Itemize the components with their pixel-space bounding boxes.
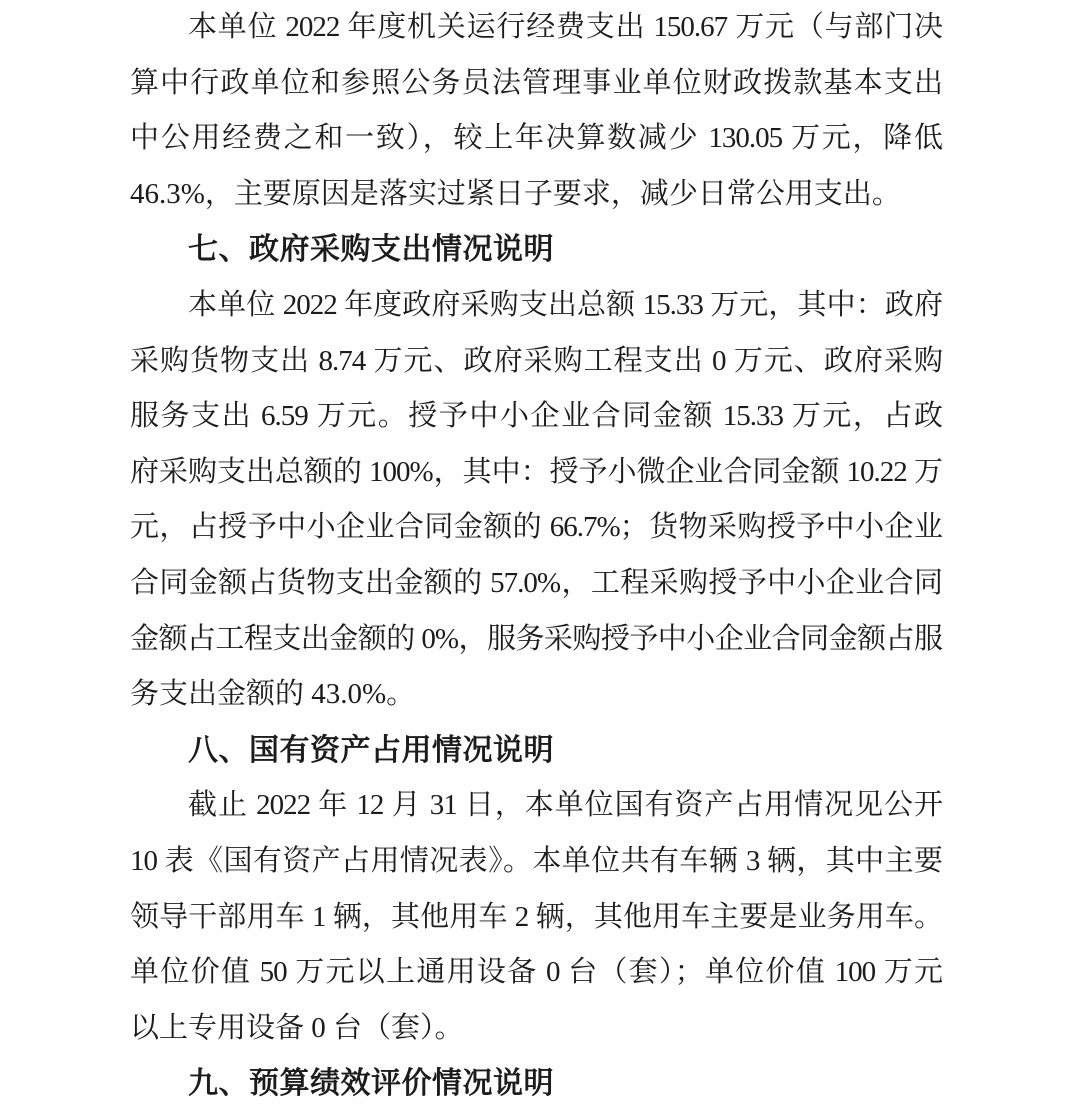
text-line: 46.3%，主要原因是落实过紧日子要求，减少日常公用支出。 xyxy=(130,177,901,210)
text-line: 10 表《国有资产占用情况表》。本单位共有车辆 3 辆，其中主要 xyxy=(130,844,942,877)
text-line: 本单位 2022 年度政府采购支出总额 15.33 万元，其中：政府 xyxy=(188,288,942,321)
text-line: 合同金额占货物支出金额的 57.0%，工程采购授予中小企业合同 xyxy=(130,566,942,599)
text-line: 领导干部用车 1 辆，其他用车 2 辆，其他用车主要是业务用车。 xyxy=(130,900,942,933)
section-heading-8 xyxy=(130,723,942,779)
document-text-block xyxy=(130,0,942,1112)
text-line: 金额占工程支出金额的 0%，服务采购授予中小企业合同金额占服 xyxy=(130,622,942,655)
paragraph-operating-expenses xyxy=(130,0,942,222)
paragraph-government-procurement xyxy=(130,278,942,723)
text-line: 以上专用设备 0 台（套）。 xyxy=(130,1011,464,1044)
text-line: 算中行政单位和参照公务员法管理事业单位财政拨款基本支出 xyxy=(130,66,942,99)
text-line: 元，占授予中小企业合同金额的 66.7%；货物采购授予中小企业 xyxy=(130,511,942,544)
section-heading-text: 七、政府采购支出情况说明 xyxy=(188,233,554,267)
paragraph-state-owned-assets xyxy=(130,778,942,1056)
text-line: 截止 2022 年 12 月 31 日，本单位国有资产占用情况见公开 xyxy=(188,789,942,822)
text-line: 府采购支出总额的 100%，其中：授予小微企业合同金额 10.22 万 xyxy=(130,455,942,488)
section-heading-7 xyxy=(130,222,942,278)
text-line: 服务支出 6.59 万元。授予中小企业合同金额 15.33 万元，占政 xyxy=(130,400,942,433)
text-line: 本单位 2022 年度机关运行经费支出 150.67 万元（与部门决 xyxy=(188,11,942,43)
text-line: 务支出金额的 43.0%。 xyxy=(130,678,416,711)
section-heading-text: 九、预算绩效评价情况说明 xyxy=(188,1067,554,1101)
section-heading-9 xyxy=(130,1056,942,1112)
text-line: 采购货物支出 8.74 万元、政府采购工程支出 0 万元、政府采购 xyxy=(130,344,942,377)
text-line: 中公用经费之和一致），较上年决算数减少 130.05 万元，降低 xyxy=(130,122,942,155)
section-heading-text: 八、国有资产占用情况说明 xyxy=(188,733,554,767)
text-line: 单位价值 50 万元以上通用设备 0 台（套）；单位价值 100 万元 xyxy=(130,956,942,989)
